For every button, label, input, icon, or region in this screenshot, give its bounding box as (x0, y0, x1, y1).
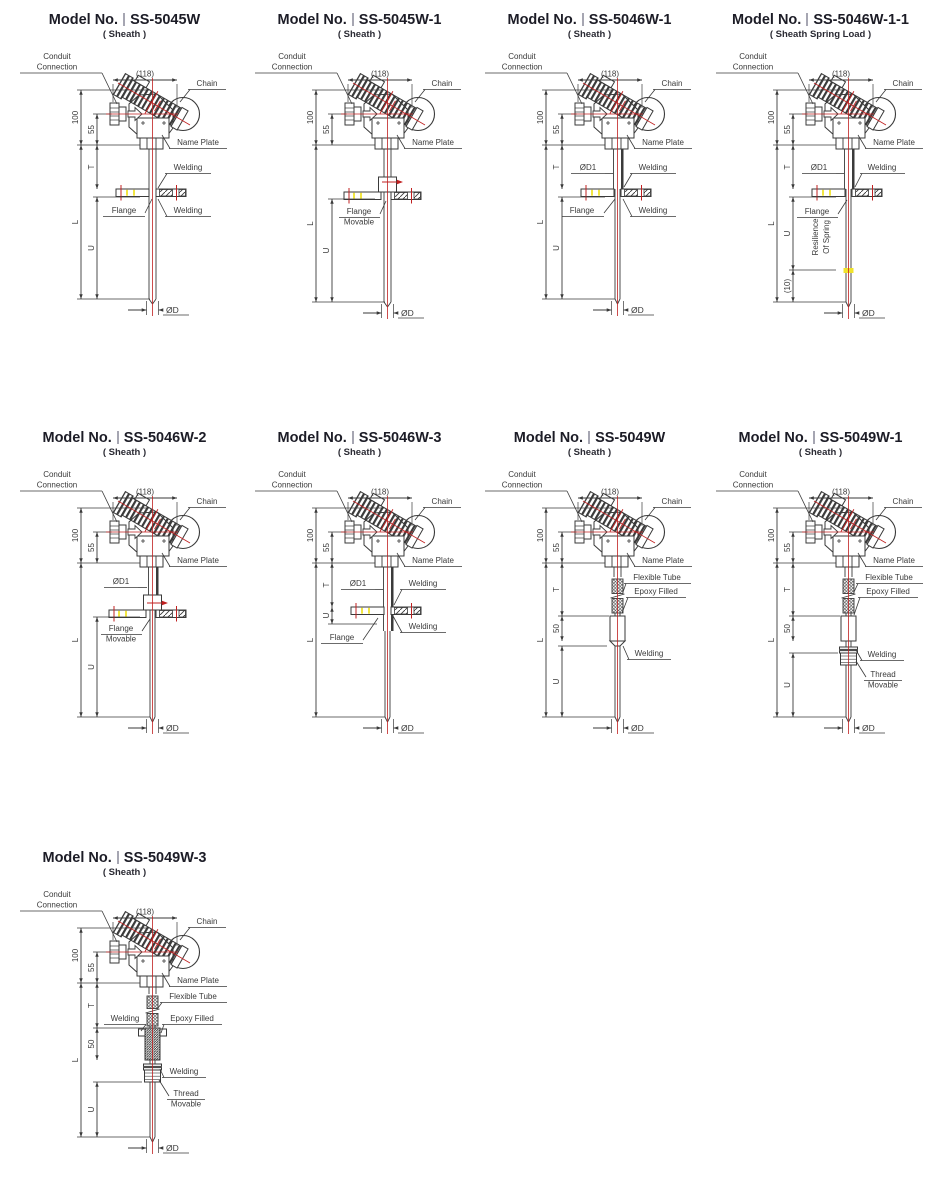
svg-text:ØD: ØD (631, 723, 644, 733)
svg-text:Chain: Chain (196, 79, 218, 88)
svg-text:Welding: Welding (638, 206, 668, 215)
svg-text:50: 50 (783, 624, 792, 633)
svg-text:100: 100 (71, 110, 80, 125)
title-separator (352, 13, 354, 26)
technical-drawing (235, 42, 468, 324)
technical-drawing (0, 460, 233, 742)
svg-text:55: 55 (552, 125, 561, 134)
svg-text:55: 55 (783, 543, 792, 552)
svg-text:Chain: Chain (431, 497, 453, 506)
svg-text:100: 100 (71, 528, 80, 543)
svg-text:Chain: Chain (661, 497, 683, 506)
svg-text:U: U (322, 247, 331, 254)
diagram-ss-5049w-3 (0, 838, 233, 1183)
svg-text:Welding: Welding (110, 1014, 140, 1023)
svg-text:Flange: Flange (108, 624, 134, 633)
svg-text:Conduit: Conduit (508, 52, 536, 61)
model-title-prefix: Model No. (48, 12, 119, 28)
svg-text:Name Plate: Name Plate (412, 556, 454, 565)
model-title-prefix: Model No. (732, 12, 802, 28)
svg-text:(118): (118) (600, 487, 620, 497)
svg-text:U: U (552, 245, 561, 251)
svg-text:(118): (118) (370, 487, 390, 497)
svg-text:55: 55 (322, 125, 331, 134)
svg-text:Name Plate: Name Plate (412, 138, 454, 147)
svg-text:Connection: Connection (501, 62, 543, 72)
diagram-ss-5046w-3 (235, 418, 468, 763)
model-title (8, 418, 241, 446)
model-number: SS-5049W-1 (819, 430, 903, 446)
svg-text:U: U (87, 245, 96, 251)
model-subtitle: ( Sheath ) (102, 29, 147, 40)
svg-text:ØD: ØD (862, 723, 875, 733)
model-subtitle: ( Sheath ) (102, 447, 147, 458)
model-number: SS-5046W-1 (588, 12, 672, 28)
svg-text:100: 100 (71, 948, 80, 963)
svg-text:Flexible Tube: Flexible Tube (633, 573, 681, 582)
svg-text:ØD1: ØD1 (579, 163, 597, 172)
svg-text:Movable: Movable (105, 634, 137, 644)
model-title (8, 838, 241, 866)
svg-text:Welding: Welding (169, 1067, 199, 1076)
diagram-ss-5049w-1 (696, 418, 929, 763)
title-separator (588, 431, 590, 444)
svg-text:Connection: Connection (271, 62, 313, 72)
model-title-prefix: Model No. (277, 430, 347, 446)
model-number: SS-5046W-2 (123, 430, 207, 446)
svg-text:Epoxy Filled: Epoxy Filled (634, 587, 678, 596)
svg-text:Name Plate: Name Plate (177, 138, 219, 147)
svg-text:Epoxy Filled: Epoxy Filled (866, 587, 910, 596)
svg-text:T: T (552, 164, 561, 170)
svg-text:(118): (118) (600, 69, 620, 79)
svg-text:50: 50 (87, 1039, 96, 1049)
model-title-prefix: Model No. (42, 850, 112, 866)
title-separator (117, 431, 119, 444)
model-number: SS-5045W-1 (358, 12, 442, 28)
svg-text:L: L (306, 637, 315, 643)
model-title (704, 0, 937, 28)
svg-text:Thread: Thread (173, 1089, 199, 1098)
svg-text:U: U (87, 664, 96, 670)
svg-text:Connection: Connection (271, 480, 313, 490)
svg-text:ØD1: ØD1 (349, 579, 367, 588)
title-separator (806, 13, 808, 26)
svg-text:55: 55 (783, 125, 792, 134)
svg-text:Flexible Tube: Flexible Tube (865, 573, 913, 582)
model-number: SS-5046W-1-1 (813, 12, 909, 28)
model-title (704, 418, 937, 446)
model-title (243, 418, 476, 446)
svg-text:L: L (306, 221, 315, 226)
svg-text:Epoxy Filled: Epoxy Filled (170, 1014, 214, 1023)
svg-text:ØD: ØD (166, 1143, 179, 1153)
technical-drawing (0, 42, 233, 324)
title-separator (123, 13, 125, 26)
svg-text:Name Plate: Name Plate (177, 976, 219, 985)
svg-text:L: L (71, 1057, 80, 1063)
svg-text:55: 55 (87, 543, 96, 552)
svg-text:Flange: Flange (111, 206, 137, 215)
model-title-prefix: Model No. (738, 430, 808, 446)
svg-text:Conduit: Conduit (43, 52, 71, 61)
svg-text:T: T (552, 587, 561, 592)
svg-text:Movable: Movable (170, 1099, 202, 1109)
model-subtitle: ( Sheath ) (798, 447, 843, 458)
svg-text:Connection: Connection (501, 480, 543, 490)
svg-text:Welding: Welding (408, 579, 438, 588)
diagram-ss-5046w-1-1 (696, 0, 929, 345)
svg-text:50: 50 (552, 624, 561, 633)
model-title-prefix: Model No. (513, 430, 584, 446)
svg-text:55: 55 (87, 963, 96, 972)
svg-text:Movable: Movable (343, 217, 375, 227)
model-title-prefix: Model No. (42, 430, 112, 446)
svg-text:Connection: Connection (36, 62, 78, 72)
svg-text:Name Plate: Name Plate (642, 138, 684, 147)
svg-text:100: 100 (306, 528, 315, 543)
title-separator (117, 851, 119, 864)
model-title (473, 0, 706, 28)
svg-text:55: 55 (87, 125, 96, 134)
svg-text:U: U (322, 612, 331, 619)
svg-text:(118): (118) (135, 907, 155, 917)
svg-text:100: 100 (767, 528, 776, 543)
model-subtitle: ( Sheath ) (337, 29, 382, 40)
model-subtitle: ( Sheath ) (567, 29, 612, 40)
model-title-prefix: Model No. (507, 12, 577, 28)
svg-text:Conduit: Conduit (43, 890, 71, 899)
svg-text:Chain: Chain (892, 79, 914, 88)
model-number: SS-5046W-3 (358, 430, 442, 446)
svg-text:Flange: Flange (804, 207, 830, 216)
model-subtitle: ( Sheath ) (337, 447, 382, 458)
svg-text:(118): (118) (135, 487, 155, 497)
svg-text:100: 100 (306, 110, 315, 125)
svg-text:Name Plate: Name Plate (873, 556, 915, 565)
svg-text:Resilience: Resilience (811, 218, 820, 256)
svg-text:Conduit: Conduit (278, 52, 306, 61)
svg-text:Connection: Connection (732, 62, 774, 72)
svg-text:L: L (536, 219, 545, 225)
svg-text:Flange: Flange (329, 633, 355, 642)
svg-text:Connection: Connection (36, 900, 78, 910)
svg-text:Of Spring: Of Spring (822, 220, 831, 254)
svg-text:Welding: Welding (408, 622, 438, 631)
svg-text:Welding: Welding (867, 163, 897, 172)
diagram-ss-5045w (0, 0, 233, 345)
svg-text:Connection: Connection (732, 480, 774, 490)
svg-text:T: T (87, 1003, 96, 1008)
svg-text:Conduit: Conduit (739, 52, 767, 61)
svg-text:U: U (783, 230, 792, 237)
svg-text:Conduit: Conduit (278, 470, 306, 479)
svg-text:Conduit: Conduit (739, 470, 767, 479)
svg-text:(10): (10) (783, 278, 792, 294)
technical-drawing (235, 460, 468, 742)
svg-text:Chain: Chain (661, 79, 683, 88)
svg-text:Chain: Chain (196, 917, 218, 926)
title-separator (582, 13, 584, 26)
model-subtitle: ( Sheath Spring Load ) (769, 29, 872, 40)
svg-text:Thread: Thread (870, 670, 896, 679)
model-subtitle: ( Sheath ) (567, 447, 612, 458)
diagram-ss-5046w-1 (465, 0, 698, 345)
svg-text:(118): (118) (370, 69, 390, 79)
svg-text:L: L (71, 219, 80, 225)
svg-text:Welding: Welding (634, 649, 664, 658)
svg-text:Welding: Welding (867, 650, 897, 659)
svg-text:Flexible Tube: Flexible Tube (169, 992, 217, 1001)
svg-text:Conduit: Conduit (43, 470, 71, 479)
svg-text:Chain: Chain (892, 497, 914, 506)
technical-drawing (465, 460, 698, 742)
technical-drawing (696, 42, 929, 324)
svg-text:L: L (767, 221, 776, 226)
svg-text:T: T (783, 587, 792, 592)
svg-text:T: T (87, 164, 96, 170)
svg-text:Connection: Connection (36, 480, 78, 490)
svg-text:ØD: ØD (401, 723, 414, 733)
svg-text:ØD1: ØD1 (112, 577, 130, 586)
model-title (243, 0, 476, 28)
svg-text:(118): (118) (831, 487, 851, 497)
model-number: SS-5049W-3 (123, 850, 207, 866)
svg-text:Welding: Welding (173, 206, 203, 215)
svg-text:U: U (552, 678, 561, 685)
model-title (8, 0, 241, 28)
svg-text:U: U (87, 1106, 96, 1113)
svg-text:Movable: Movable (867, 680, 899, 690)
svg-text:100: 100 (536, 528, 545, 543)
model-number: SS-5045W (130, 12, 201, 28)
svg-text:ØD: ØD (631, 305, 644, 315)
svg-text:T: T (322, 582, 331, 588)
diagram-ss-5045w-1 (235, 0, 468, 345)
diagram-ss-5046w-2 (0, 418, 233, 763)
svg-text:Name Plate: Name Plate (177, 556, 219, 565)
svg-text:(118): (118) (135, 69, 155, 79)
svg-text:ØD: ØD (166, 723, 179, 733)
svg-text:(118): (118) (831, 69, 851, 79)
model-title-prefix: Model No. (277, 12, 347, 28)
svg-text:T: T (783, 164, 792, 170)
svg-text:ØD1: ØD1 (810, 163, 828, 172)
svg-text:ØD: ØD (862, 308, 875, 318)
technical-drawing (696, 460, 929, 742)
technical-drawing (465, 42, 698, 324)
svg-text:Chain: Chain (196, 497, 218, 506)
svg-text:100: 100 (536, 110, 545, 125)
title-separator (352, 431, 354, 444)
model-number: SS-5049W (595, 430, 666, 446)
title-separator (813, 431, 815, 444)
svg-text:Flange: Flange (569, 206, 595, 215)
svg-text:Chain: Chain (431, 79, 453, 88)
svg-text:Welding: Welding (173, 163, 203, 172)
model-subtitle: ( Sheath ) (102, 867, 147, 878)
svg-text:Conduit: Conduit (508, 470, 536, 479)
diagram-ss-5049w (465, 418, 698, 763)
svg-text:ØD: ØD (401, 308, 414, 318)
svg-text:L: L (71, 637, 80, 643)
svg-text:Name Plate: Name Plate (642, 556, 684, 565)
technical-drawing (0, 880, 233, 1162)
svg-text:Name Plate: Name Plate (873, 138, 915, 147)
model-title (473, 418, 706, 446)
svg-text:Flange: Flange (346, 207, 372, 216)
svg-text:ØD: ØD (166, 305, 179, 315)
svg-text:100: 100 (767, 110, 776, 125)
svg-text:55: 55 (552, 543, 561, 552)
svg-text:U: U (783, 682, 792, 688)
svg-text:L: L (536, 637, 545, 643)
svg-text:Welding: Welding (638, 163, 668, 172)
svg-text:55: 55 (322, 543, 331, 552)
svg-text:L: L (767, 637, 776, 643)
